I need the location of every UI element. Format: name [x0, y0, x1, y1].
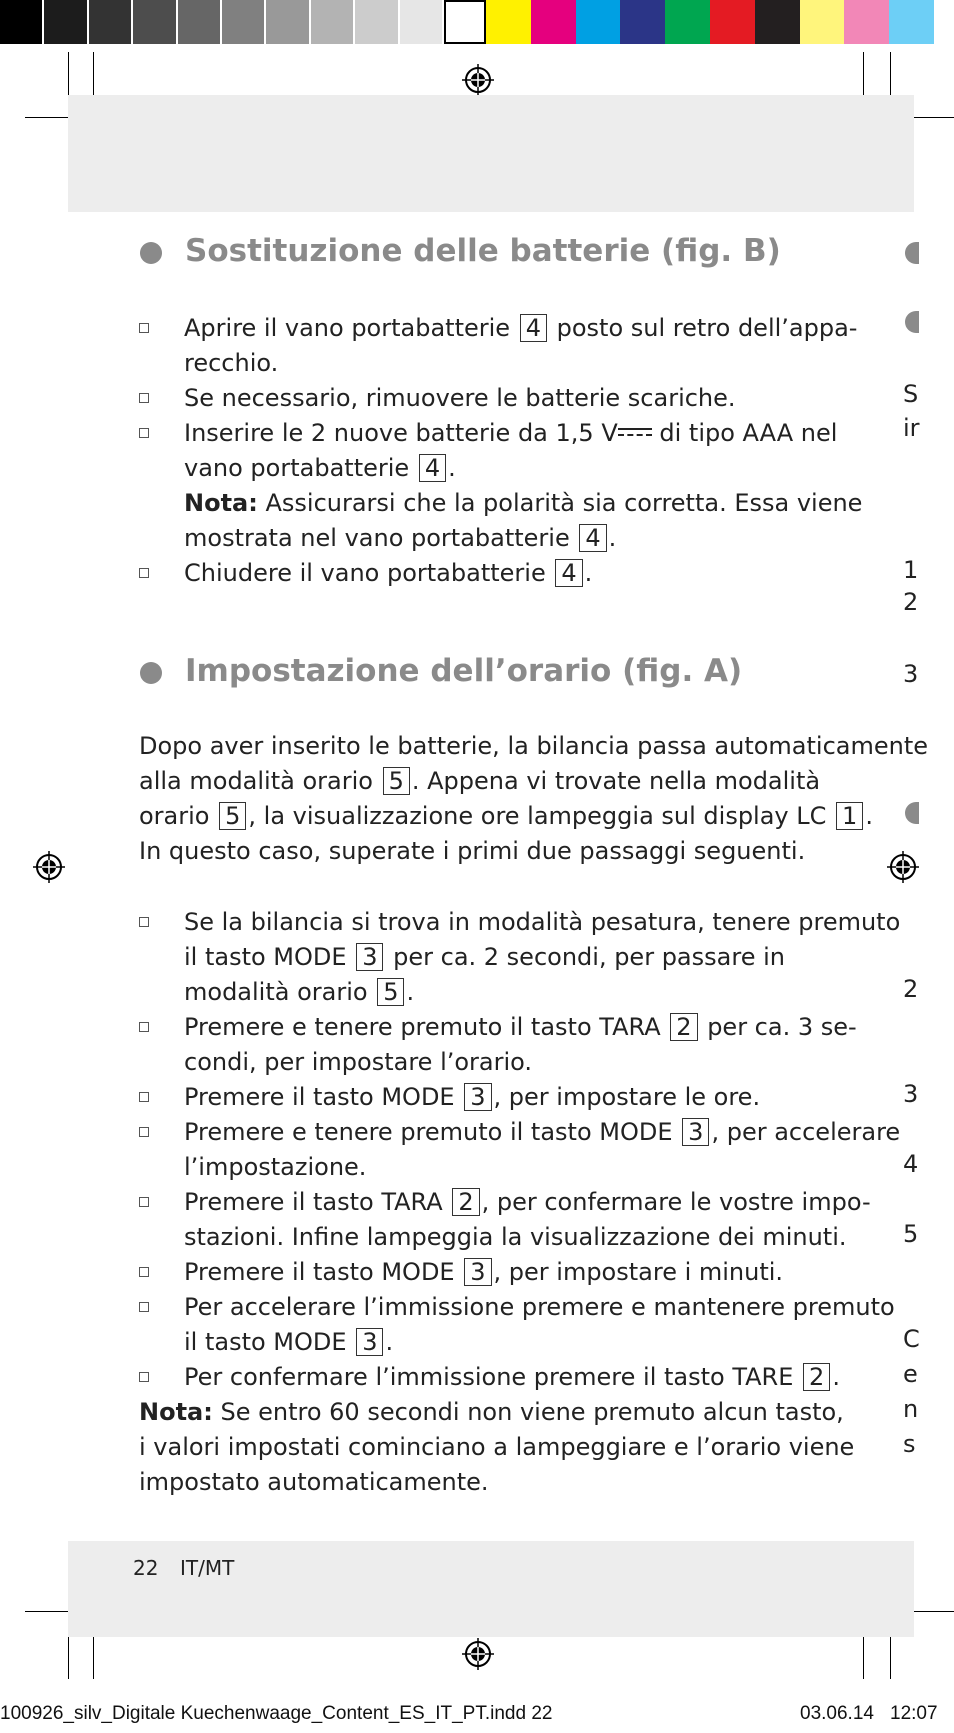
list-item: Chiudere il vano portabatterie 4 . — [184, 559, 593, 587]
section-heading: Sostituzione delle batterie (fig. B) — [185, 233, 781, 269]
color-swatch — [800, 0, 845, 44]
registration-mark-icon — [460, 1636, 496, 1672]
edge-bullet-icon — [905, 802, 919, 824]
crop-mark — [25, 1611, 73, 1612]
registration-mark-icon — [31, 849, 67, 885]
ref-number: 4 — [555, 559, 582, 587]
checkbox-icon — [139, 1302, 149, 1312]
heading-bullet-icon — [140, 242, 162, 264]
color-swatch — [0, 0, 42, 44]
list-item: Per accelerare l’immissione premere e mantenere premuto — [184, 1293, 895, 1321]
ref-number: 3 — [682, 1118, 709, 1146]
color-swatch — [889, 0, 934, 44]
list-item: modalità orario 5 . — [184, 978, 415, 1006]
checkbox-icon — [139, 1267, 149, 1277]
color-swatch — [486, 0, 531, 44]
checkbox-icon — [139, 1092, 149, 1102]
ref-number: 5 — [383, 767, 410, 795]
list-item: condi, per impostare l’orario. — [184, 1048, 533, 1076]
list-item: Se la bilancia si trova in modalità pesatura, tenere premuto — [184, 908, 901, 936]
paragraph-line: In questo caso, superate i primi due passaggi seguenti. — [139, 837, 806, 865]
edge-fragment: e — [903, 1360, 918, 1388]
ref-number: 3 — [464, 1258, 491, 1286]
ref-number: 2 — [452, 1188, 479, 1216]
list-item: Premere il tasto TARA 2 , per confermare le vostre impo- — [184, 1188, 871, 1216]
note-line: impostato automaticamente. — [139, 1468, 489, 1496]
color-swatch — [620, 0, 665, 44]
color-swatch — [44, 0, 86, 44]
list-item: l’impostazione. — [184, 1153, 367, 1181]
ref-number: 4 — [419, 454, 446, 482]
crop-mark — [25, 117, 73, 118]
note-line: mostrata nel vano portabatterie 4 . — [184, 524, 617, 552]
slug-file: 100926_silv_Digitale Kuechenwaage_Content_ES_IT_PT.indd 22 — [0, 1703, 553, 1724]
dc-symbol-icon — [618, 428, 652, 440]
ref-number: 5 — [377, 978, 404, 1006]
edge-fragment: n — [903, 1395, 919, 1423]
list-item: Aprire il vano portabatterie 4 posto sul retro dell’appa- — [184, 314, 858, 342]
color-swatch — [133, 0, 175, 44]
edge-bullet-icon — [905, 242, 919, 264]
slug-date: 03.06.14 — [800, 1703, 874, 1724]
crop-mark — [910, 117, 954, 118]
checkbox-icon — [139, 323, 149, 333]
list-item: stazioni. Infine lampeggia la visualizzazione dei minuti. — [184, 1223, 847, 1251]
color-swatch — [311, 0, 353, 44]
color-swatch — [710, 0, 755, 44]
ref-number: 1 — [836, 802, 863, 830]
checkbox-icon — [139, 568, 149, 578]
edge-fragment: S — [903, 380, 919, 408]
slug-time: 12:07 — [890, 1703, 938, 1724]
color-swatch — [576, 0, 621, 44]
edge-fragment: 2 — [903, 588, 919, 616]
checkbox-icon — [139, 393, 149, 403]
edge-fragment: 3 — [903, 1080, 919, 1108]
ref-number: 2 — [670, 1013, 697, 1041]
paragraph-line: orario 5 , la visualizzazione ore lampeggia sul display LC 1 . — [139, 802, 873, 830]
language-code: IT/MT — [180, 1556, 235, 1580]
list-item: vano portabatterie 4 . — [184, 454, 456, 482]
checkbox-icon — [139, 1022, 149, 1032]
edge-fragment: C — [903, 1325, 920, 1353]
edge-fragment: 5 — [903, 1220, 919, 1248]
list-item: il tasto MODE 3 . — [184, 1328, 394, 1356]
ref-number: 5 — [219, 802, 246, 830]
checkbox-icon — [139, 1127, 149, 1137]
color-swatch — [266, 0, 308, 44]
ref-number: 3 — [464, 1083, 491, 1111]
edge-fragment: s — [903, 1430, 916, 1458]
color-swatch — [444, 0, 486, 44]
checkbox-icon — [139, 1197, 149, 1207]
registration-mark-icon — [885, 849, 921, 885]
paragraph-line: alla modalità orario 5 . Appena vi trovate nella modalità — [139, 767, 821, 795]
color-swatch — [844, 0, 889, 44]
registration-mark-icon — [460, 62, 496, 98]
edge-fragment: 2 — [903, 975, 919, 1003]
ref-number: 4 — [579, 524, 606, 552]
edge-fragment: ir — [903, 414, 920, 442]
edge-bullet-icon — [905, 311, 919, 333]
list-item: Per confermare l’immissione premere il tasto TARE 2 . — [184, 1363, 840, 1391]
note-line: i valori impostati cominciano a lampeggiare e l’orario viene — [139, 1433, 855, 1461]
checkbox-icon — [139, 917, 149, 927]
color-swatch — [355, 0, 397, 44]
list-item: il tasto MODE 3 per ca. 2 secondi, per passare in — [184, 943, 785, 971]
color-swatch — [400, 0, 442, 44]
color-swatch — [222, 0, 264, 44]
list-item: Premere e tenere premuto il tasto TARA 2 per ca. 3 se- — [184, 1013, 857, 1041]
ref-number: 2 — [803, 1363, 830, 1391]
header-band — [68, 95, 914, 212]
edge-fragment: 1 — [903, 556, 919, 584]
crop-mark — [910, 1611, 954, 1612]
list-item: Premere il tasto MODE 3 , per impostare i minuti. — [184, 1258, 784, 1286]
color-swatch — [531, 0, 576, 44]
list-item: Premere e tenere premuto il tasto MODE 3 , per accelerare — [184, 1118, 901, 1146]
list-item: Premere il tasto MODE 3 , per impostare le ore. — [184, 1083, 761, 1111]
note-line: Nota: Se entro 60 secondi non viene premuto alcun tasto, — [139, 1398, 844, 1426]
list-item: Inserire le 2 nuove batterie da 1,5 V di tipo AAA nel — [184, 419, 838, 447]
ref-number: 3 — [356, 1328, 383, 1356]
ref-number: 4 — [520, 314, 547, 342]
list-item: recchio. — [184, 349, 279, 377]
edge-fragment: 3 — [903, 660, 919, 688]
heading-bullet-icon — [140, 662, 162, 684]
color-swatch — [89, 0, 131, 44]
edge-fragment: 4 — [903, 1150, 919, 1178]
color-swatch — [665, 0, 710, 44]
paragraph-line: Dopo aver inserito le batterie, la bilancia passa automaticamente — [139, 732, 929, 760]
color-swatch — [178, 0, 220, 44]
note-line: Nota: Assicurarsi che la polarità sia corretta. Essa viene — [184, 489, 863, 517]
checkbox-icon — [139, 428, 149, 438]
checkbox-icon — [139, 1372, 149, 1382]
ref-number: 3 — [356, 943, 383, 971]
list-item: Se necessario, rimuovere le batterie scariche. — [184, 384, 736, 412]
section-heading: Impostazione dell’orario (fig. A) — [185, 653, 743, 689]
page-number: 22 — [133, 1556, 159, 1580]
color-swatch — [755, 0, 800, 44]
